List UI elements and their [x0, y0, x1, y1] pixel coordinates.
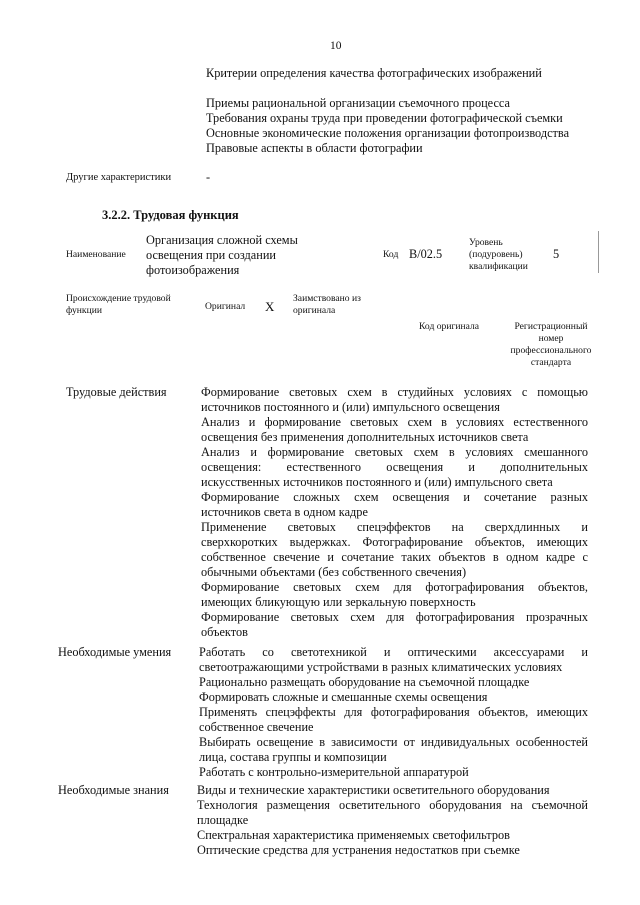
knowledge-line: Оптические средства для устранения недостатков при съемке: [197, 843, 520, 857]
reg-number-line: номер: [538, 333, 564, 344]
criteria-heading: Критерии определения качества фотографических изображений: [206, 66, 542, 80]
section-title: 3.2.2. Трудовая функция: [102, 208, 239, 222]
origin-label-line: Происхождение трудовой: [66, 293, 171, 304]
knowledge-item: Правовые аспекты в области фотографии: [206, 141, 423, 155]
labor-action-line: имеющих бликующую или зеркальную поверхность: [201, 595, 476, 609]
original-mark: Х: [265, 299, 275, 314]
skill-line: Формировать сложные и смешанные схемы освещения: [199, 690, 488, 704]
function-name: [146, 233, 298, 278]
skill-line: Работать с контрольно-измерительной аппаратурой: [199, 765, 469, 779]
qualification-level-label: [469, 237, 528, 273]
function-name-line: фотоизображения: [146, 263, 240, 277]
labor-action-line: освещения: естественного освещения и дополнительных: [201, 460, 588, 474]
code-value: В/02.5: [409, 247, 443, 261]
knowledge-item: Приемы рациональной организации съемочного процесса: [206, 96, 510, 110]
other-characteristics-label: Другие характеристики: [66, 172, 172, 183]
function-name-line: освещения при создании: [146, 248, 277, 262]
knowledge-top-list: [206, 96, 569, 156]
other-characteristics-value: -: [206, 170, 211, 184]
labor-action-line: Формирование световых схем в студийных условиях с помощью: [201, 385, 588, 399]
labor-actions-list: [201, 385, 588, 640]
reg-number-line: стандарта: [530, 357, 572, 368]
labor-action-line: Формирование световых схем для фотографирования прозрачных: [201, 610, 588, 624]
borrowed-label-line: Заимствовано из: [293, 293, 361, 304]
labor-action-line: освещения без применения дополнительных источников света: [201, 430, 529, 444]
skill-line: светоотражающими устройствами в разных климатических условиях: [199, 660, 563, 674]
knowledge-line: Технология размещения осветительного оборудования на съемочной: [197, 798, 588, 812]
skill-line: собственное свечение: [199, 720, 314, 734]
skill-line: Рационально размещать оборудование на съемочной площадке: [199, 675, 530, 689]
borrowed-label-line: оригинала: [293, 305, 336, 316]
labor-action-line: Формирование сложных схем освещения и сочетание разных: [201, 490, 588, 504]
labor-actions-label: Трудовые действия: [66, 385, 167, 399]
labor-action-line: Применение световых спецэффектов на сверхдлинных и: [201, 520, 588, 534]
labor-action-line: Анализ и формирование световых схем в условиях смешанного: [201, 445, 588, 459]
labor-action-line: обычными объектами (без собственного свечения): [201, 565, 467, 579]
reg-number-line: профессионального: [510, 345, 592, 356]
page-number: 10: [330, 40, 342, 52]
knowledge-line: площадке: [197, 813, 249, 827]
skill-line: Выбирать освещение в зависимости от индивидуальных особенностей: [199, 735, 588, 749]
original-code-label: Код оригинала: [419, 321, 480, 332]
labor-action-line: искусственных источников постоянного и (или) импульсного света: [201, 475, 553, 489]
qualification-level-value: 5: [553, 247, 560, 261]
knowledge-line: Виды и технические характеристики осветительного оборудования: [197, 783, 550, 797]
function-name-line: Организация сложной схемы: [146, 233, 298, 247]
borrowed-label: [293, 293, 361, 317]
required-knowledge-list: [197, 783, 588, 858]
reg-number-line: Регистрационный: [514, 321, 588, 332]
code-label: Код: [383, 249, 399, 260]
table-border: [598, 231, 599, 273]
knowledge-item: Основные экономические положения организации фотопроизводства: [206, 126, 570, 140]
labor-action-line: источников света в одном кадре: [201, 505, 368, 519]
labor-action-line: источников постоянного и (или) импульсного освещения: [201, 400, 500, 414]
required-knowledge-label: Необходимые знания: [58, 783, 169, 797]
labor-action-line: сверхкоротких выдержках. Фотографирование объектов, имеющих: [201, 535, 588, 549]
level-label-line: квалификации: [469, 261, 528, 272]
skill-line: Работать со светотехникой и оптическими аксессуарами и: [199, 645, 588, 659]
level-label-line: (подуровень): [469, 249, 523, 260]
required-skills-label: Необходимые умения: [58, 645, 172, 659]
skill-line: лица, состава группы и композиции: [199, 750, 387, 764]
registration-number-label: [498, 321, 604, 369]
origin-label: [66, 293, 171, 317]
labor-action-line: Формирование световых схем для фотографирования объектов,: [201, 580, 588, 594]
name-label: Наименование: [66, 249, 126, 260]
original-label: Оригинал: [205, 301, 246, 312]
origin-label-line: функции: [66, 305, 102, 316]
level-label-line: Уровень: [469, 237, 503, 248]
required-skills-list: [199, 645, 588, 780]
labor-action-line: собственное свечение и сочетание таких объектов в одном кадре с: [201, 550, 588, 564]
skill-line: Применять спецэффекты для фотографирования объектов, имеющих: [199, 705, 588, 719]
labor-action-line: объектов: [201, 625, 248, 639]
knowledge-item: Требования охраны труда при проведении фотографической съемки: [206, 111, 563, 125]
labor-action-line: Анализ и формирование световых схем в условиях естественного: [201, 415, 588, 429]
knowledge-line: Спектральная характеристика применяемых светофильтров: [197, 828, 510, 842]
